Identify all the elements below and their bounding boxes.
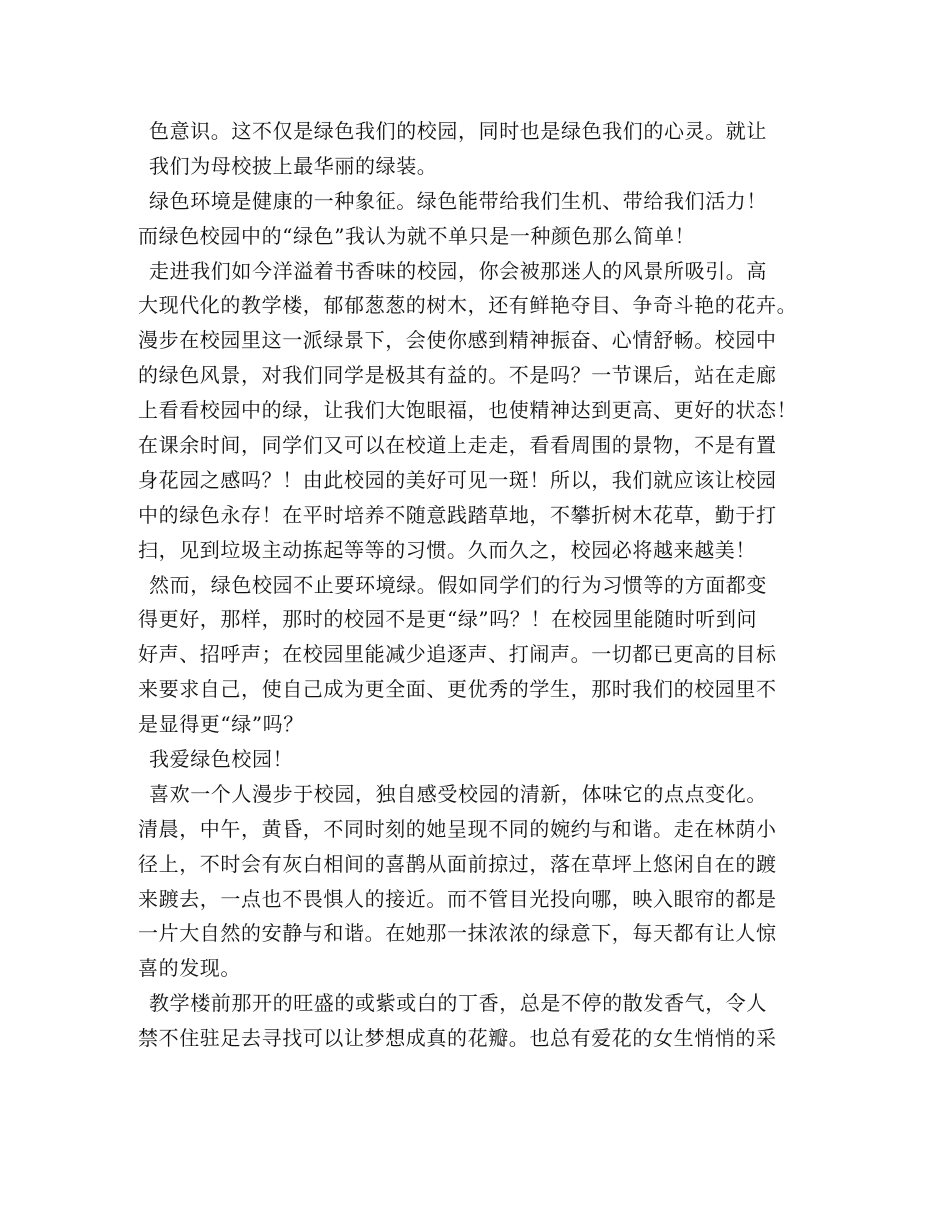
text-line: 的绿色风景，对我们同学是极其有益的。不是吗？一节课后，站在走廊	[138, 363, 777, 388]
text-line: 中的绿色永存！在平时培养不随意践踏草地，不攀折树木花草，勤于打	[138, 502, 777, 527]
text-line: 上看看校园中的绿，让我们大饱眼福，也使精神达到更高、更好的状态！	[138, 398, 798, 423]
text-line: 然而，绿色校园不止要环境绿。假如同学们的行为习惯等的方面都变	[149, 572, 767, 597]
body-text	[138, 114, 818, 1056]
text-line: 来踱去，一点也不畏惧人的接近。而不管目光投向哪，映入眼帘的都是	[138, 886, 777, 911]
text-line: 禁不住驻足去寻找可以让梦想成真的花瓣。也总有爱花的女生悄悄的采	[138, 1026, 777, 1051]
text-line: 大现代化的教学楼，郁郁葱葱的树木，还有鲜艳夺目、争奇斗艳的花卉。	[138, 293, 798, 318]
text-line: 好声、招呼声；在校园里能减少追逐声、打闹声。一切都已更高的目标	[138, 642, 777, 667]
text-line: 喜欢一个人漫步于校园，独自感受校园的清新，体味它的点点变化。	[149, 781, 767, 806]
text-line: 喜的发现。	[138, 956, 241, 981]
text-line: 扫，见到垃圾主动拣起等等的习惯。久而久之，校园必将越来越美！	[138, 537, 756, 562]
text-line: 走进我们如今洋溢着书香味的校园，你会被那迷人的风景所吸引。高	[149, 258, 767, 283]
text-line: 在课余时间，同学们又可以在校道上走走，看看周围的景物，不是有置	[138, 433, 777, 458]
text-line: 是显得更“绿”吗？	[138, 712, 304, 737]
text-line: 得更好，那样，那时的校园不是更“绿”吗？！在校园里能随时听到问	[138, 607, 758, 632]
text-line: 我们为母校披上最华丽的绿装。	[149, 153, 438, 178]
text-line: 绿色环境是健康的一种象征。绿色能带给我们生机、带给我们活力！	[149, 188, 767, 213]
text-line: 漫步在校园里这一派绿景下，会使你感到精神振奋、心情舒畅。校园中	[138, 328, 777, 353]
text-line: 一片大自然的安静与和谐。在她那一抹浓浓的绿意下，每天都有让人惊	[138, 921, 777, 946]
text-line: 色意识。这不仅是绿色我们的校园，同时也是绿色我们的心灵。就让	[149, 119, 767, 143]
text-line: 清晨，中午，黄昏，不同时刻的她呈现不同的婉约与和谐。走在林荫小	[138, 816, 777, 841]
text-line: 我爱绿色校园！	[149, 747, 294, 772]
text-line: 径上，不时会有灰白相间的喜鹊从面前掠过，落在草坪上悠闲自在的踱	[138, 851, 777, 876]
text-line: 而绿色校园中的“绿色”我认为就不单只是一种颜色那么简单！	[138, 223, 696, 248]
text-line: 教学楼前那开的旺盛的或紫或白的丁香，总是不停的散发香气，令人	[149, 991, 767, 1016]
text-line: 来要求自己，使自己成为更全面、更优秀的学生，那时我们的校园里不	[138, 677, 777, 702]
text-line: 身花园之感吗？！由此校园的美好可见一斑！所以，我们就应该让校园	[138, 467, 777, 492]
